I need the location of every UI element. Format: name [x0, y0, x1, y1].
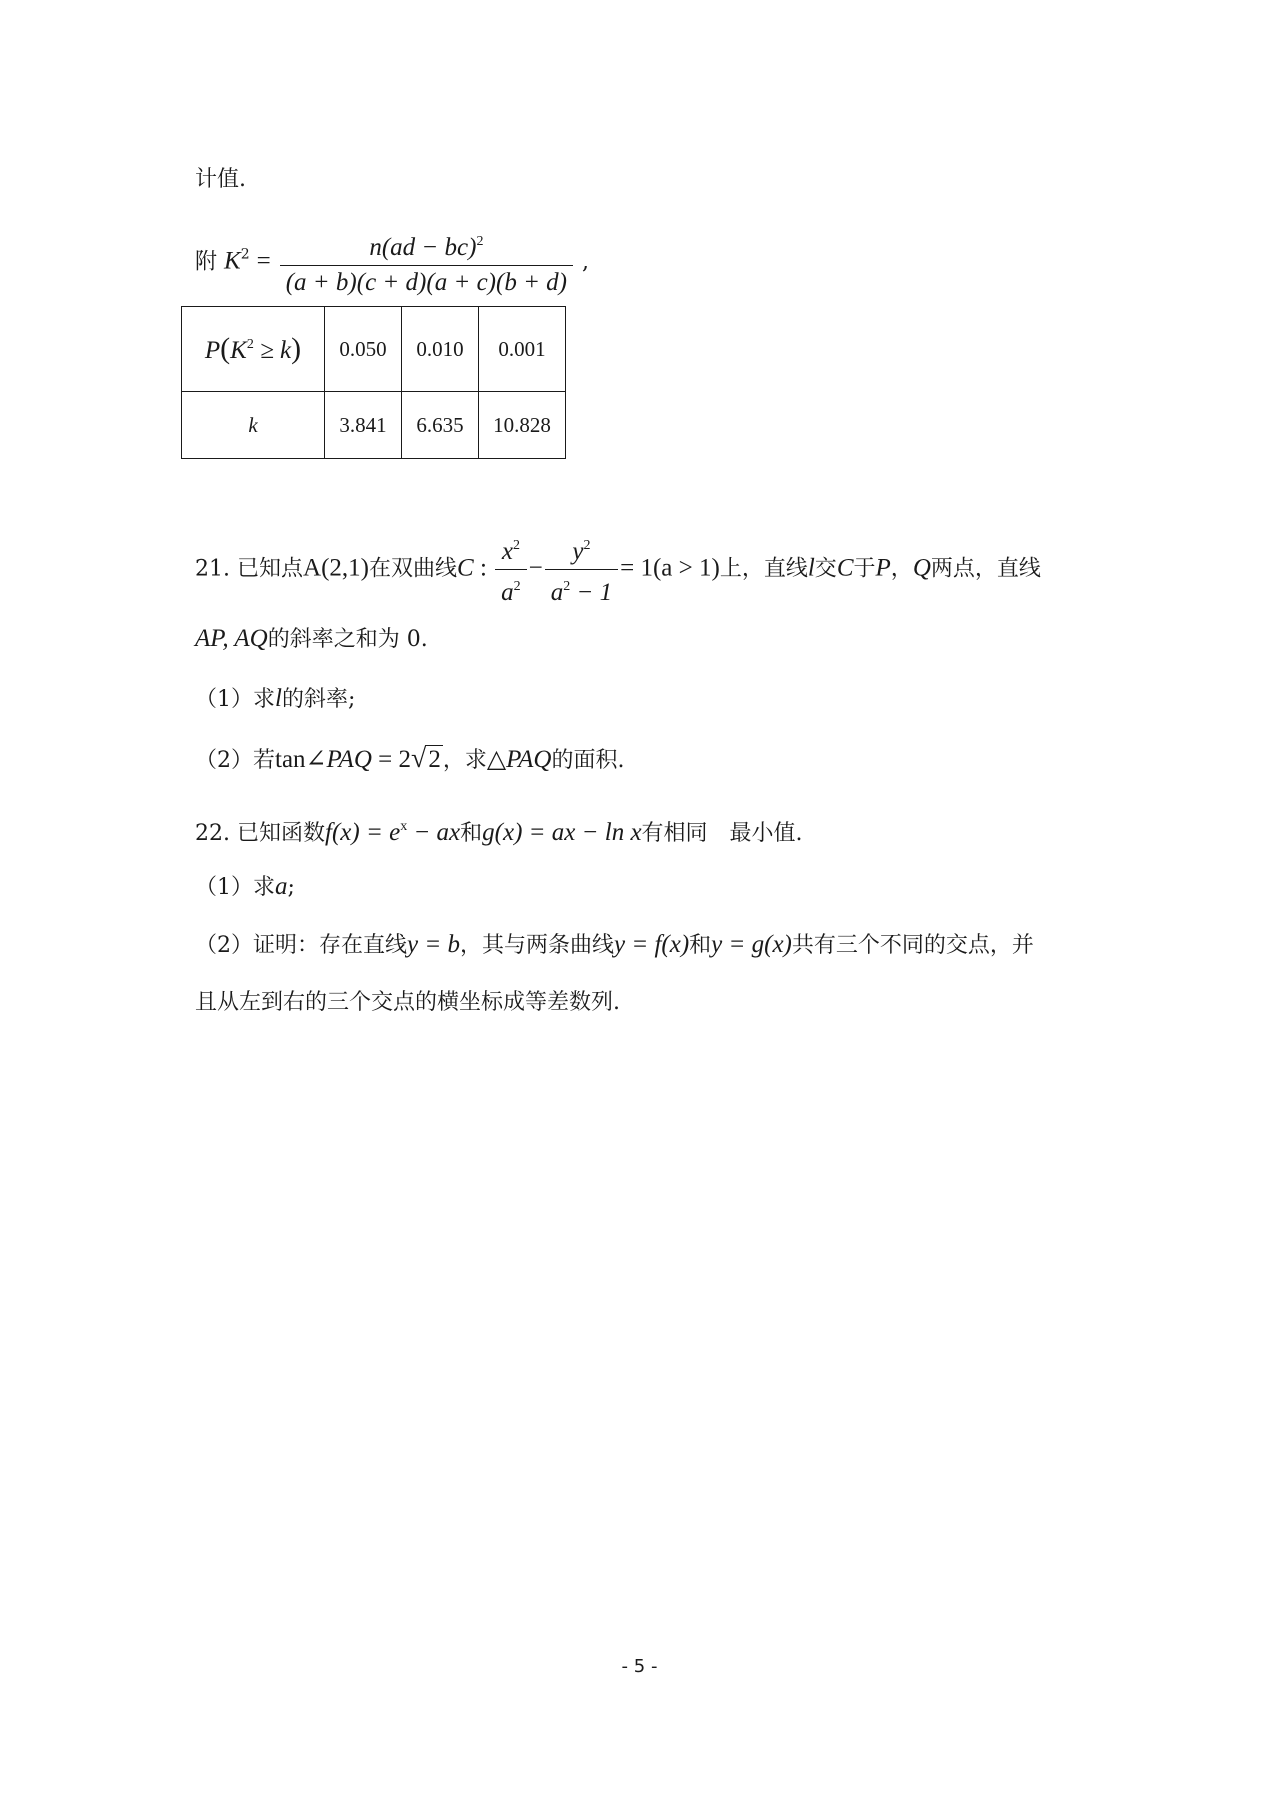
- question-21: 21. 已知点A(2,1)在双曲线C : $\frac{x^2}{a^2}$ − $\frac{y^2}{a^2 - 1}$ = 1(a > 1)上，直线l交C于P，Q两点，直线: [195, 532, 1041, 607]
- formula-prefix: 附: [195, 249, 218, 275]
- formula-lhs-exp: 2: [240, 246, 250, 263]
- continued-text: 计值.: [195, 167, 246, 192]
- sqrt-radicand: 2: [428, 746, 441, 773]
- question-22-part-2: （2）证明：存在直线y = b，其与两条曲线y = f(x)和y = g(x)共有三个不同的交点，并: [195, 931, 1034, 958]
- hyperbola-fraction-2: $\frac{y^2}{a^2 - 1}$: [545, 532, 618, 607]
- table-cell: 0.001: [479, 307, 566, 392]
- question-number: 22.: [195, 821, 230, 846]
- table-cell: 3.841: [325, 392, 402, 459]
- formula-numerator: n(ad − bc)$^2$: [280, 228, 573, 266]
- question-21-part-1: （1）求l的斜率;: [195, 685, 356, 712]
- question-22: 22. 已知函数$f(x) = e^x$ − ax和g(x) = ax − ln x有相同 最小值.: [195, 819, 803, 846]
- table-header-k: k: [182, 392, 325, 459]
- table-cell: 0.050: [325, 307, 402, 392]
- question-22-part-1: （1）求a;: [195, 873, 295, 900]
- table-cell: 10.828: [479, 392, 566, 459]
- table-row: [182, 307, 566, 392]
- table-header-p: $P(K^2 \ge k)$: [182, 307, 325, 392]
- table-row: [182, 392, 566, 459]
- question-21-part-2: （2）若tan∠PAQ = 2√2，求△PAQ的面积.: [195, 743, 625, 774]
- formula-k-squared: [195, 228, 589, 297]
- table-cell: 0.010: [402, 307, 479, 392]
- question-22-part-2-line-2: 且从左到右的三个交点的横坐标成等差数列.: [195, 990, 620, 1015]
- formula-suffix: ,: [582, 249, 590, 275]
- critical-value-table: [181, 306, 566, 459]
- table-cell: 6.635: [402, 392, 479, 459]
- hyperbola-fraction-1: $\frac{x^2}{a^2}$: [495, 532, 527, 607]
- formula-eq: =: [256, 247, 271, 275]
- question-number: 21.: [195, 556, 230, 582]
- formula-fraction: [280, 228, 573, 297]
- formula-denominator: (a + b)(c + d)(a + c)(b + d): [285, 269, 568, 296]
- page-number: - 5 -: [621, 1656, 658, 1677]
- formula-lhs-var: K: [224, 247, 241, 275]
- question-21-line-2: AP, AQ的斜率之和为 0.: [195, 625, 428, 652]
